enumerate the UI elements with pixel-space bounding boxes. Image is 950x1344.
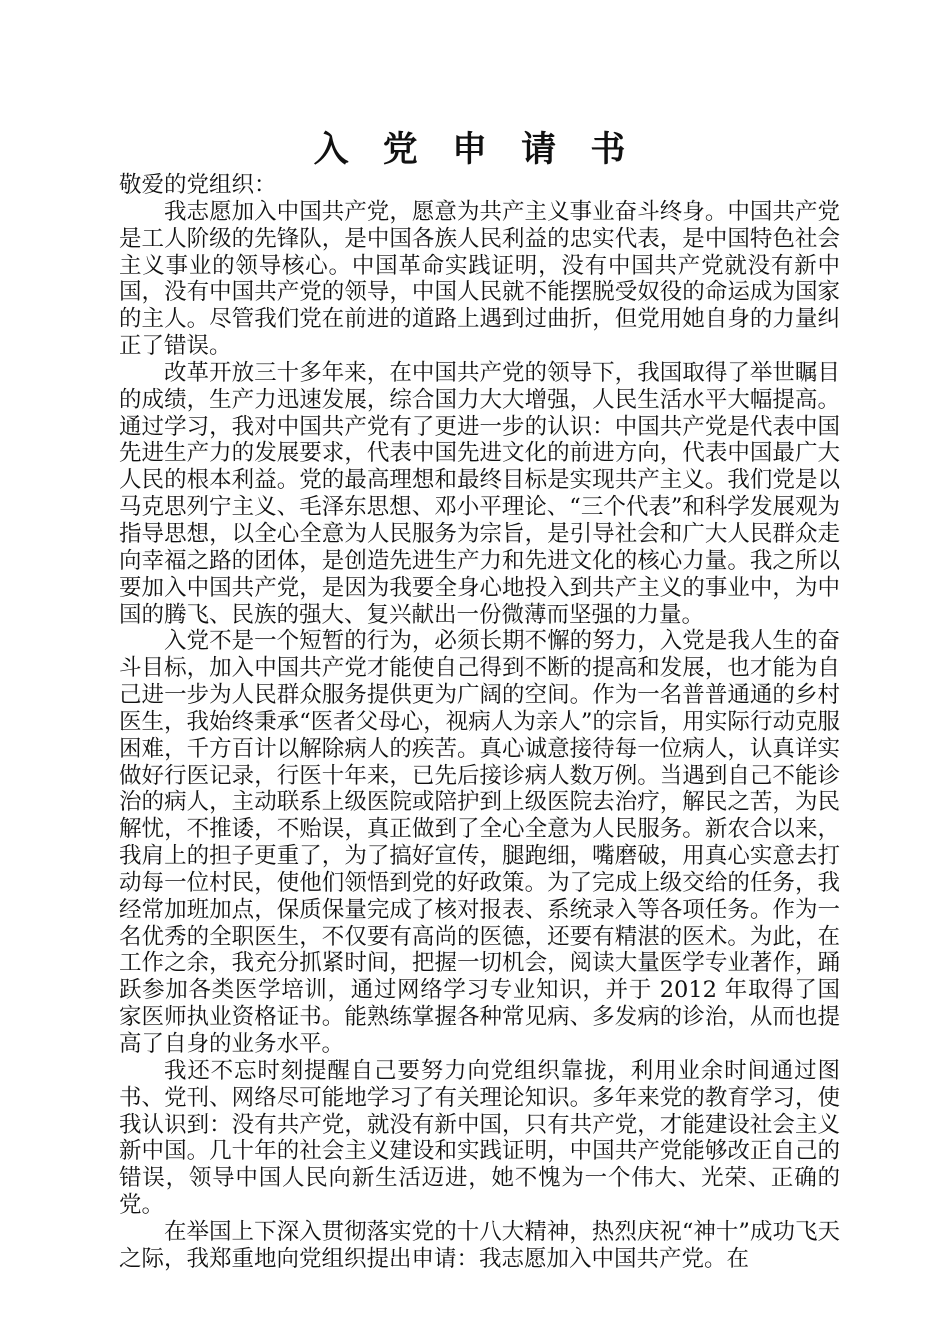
paragraph-4: 我还不忘时刻提醒自己要努力向党组织靠拢，利用业余时间通过图书、党刊、网络尽可能地学习了有关理论知识。多年来党的教育学习，使我认识到：没有共产党，就没有新中国，只有共产党，才能建设社会主义新中国。几十年的社会主义建设和实践证明，中国共产党能够改正自己的错误，领导中国人民向新生活迈进，她不愧为一个伟大、光荣、正确的党。 (119, 1057, 840, 1219)
paragraph-1: 我志愿加入中国共产党，愿意为共产主义事业奋斗终身。中国共产党是工人阶级的先锋队，是中国各族人民利益的忠实代表，是中国特色社会主义事业的领导核心。中国革命实践证明，没有中国共产党就没有新中国，没有中国共产党的领导，中国人民就不能摆脱受奴役的命运成为国家的主人。尽管我们党在前进的道路上遇到过曲折，但党用她自身的力量纠正了错误。 (119, 198, 840, 360)
paragraph-2: 改革开放三十多年来，在中国共产党的领导下，我国取得了举世瞩目的成绩，生产力迅速发展，综合国力大大增强，人民生活水平大幅提高。通过学习，我对中国共产党有了更进一步的认识：中国共产党是代表中国先进生产力的发展要求，代表中国先进文化的前进方向，代表中国最广大人民的根本利益。党的最高理想和最终目标是实现共产主义。我们党是以马克思列宁主义、毛泽东思想、邓小平理论、“三个代表”和科学发展观为指导思想，以全心全意为人民服务为宗旨，是引导社会和广大人民群众走向幸福之路的团体，是创造先进生产力和先进文化的核心力量。我之所以要加入中国共产党，是因为我要全身心地投入到共产主义的事业中，为中国的腾飞、民族的强大、复兴献出一份微薄而坚强的力量。 (119, 359, 840, 628)
paragraph-3: 入党不是一个短暂的行为，必须长期不懈的努力，入党是我人生的奋斗目标，加入中国共产党才能使自己得到不断的提高和发展，也才能为自己进一步为人民群众服务提供更为广阔的空间。作为一名普普通通的乡村医生，我始终秉承“医者父母心，视病人为亲人”的宗旨，用实际行动克服困难，千方百计以解除病人的疾苦。真心诚意接待每一位病人，认真详实做好行医记录，行医十年来，已先后接诊病人数万例。当遇到自己不能诊治的病人，主动联系上级医院或陪护到上级医院去治疗，解民之苦，为民解忧，不推诿，不贻误，真正做到了全心全意为人民服务。新农合以来，我肩上的担子更重了，为了搞好宣传，腿跑细，嘴磨破，用真心实意去打动每一位村民，使他们领悟到党的好政策。为了完成上级交给的任务，我经常加班加点，保质保量完成了核对报表、系统录入等各项任务。作为一名优秀的全职医生，不仅要有高尚的医德，还要有精湛的医术。为此，在工作之余，我充分抓紧时间，把握一切机会，阅读大量医学专业著作，踊跃参加各类医学培训，通过网络学习专业知识，并于 2012 年取得了国家医师执业资格证书。能熟练掌握各种常见病、多发病的诊治，从而也提高了自身的业务水平。 (119, 628, 840, 1057)
salutation: 敬爱的党组织： (119, 172, 277, 198)
document-title: 入 党 申 请 书 (313, 129, 637, 170)
paragraph-5: 在举国上下深入贯彻落实党的十八大精神，热烈庆祝“神十”成功飞天之际，我郑重地向党组织提出申请：我志愿加入中国共产党。在 (119, 1218, 840, 1272)
document-body (115, 172, 840, 1273)
